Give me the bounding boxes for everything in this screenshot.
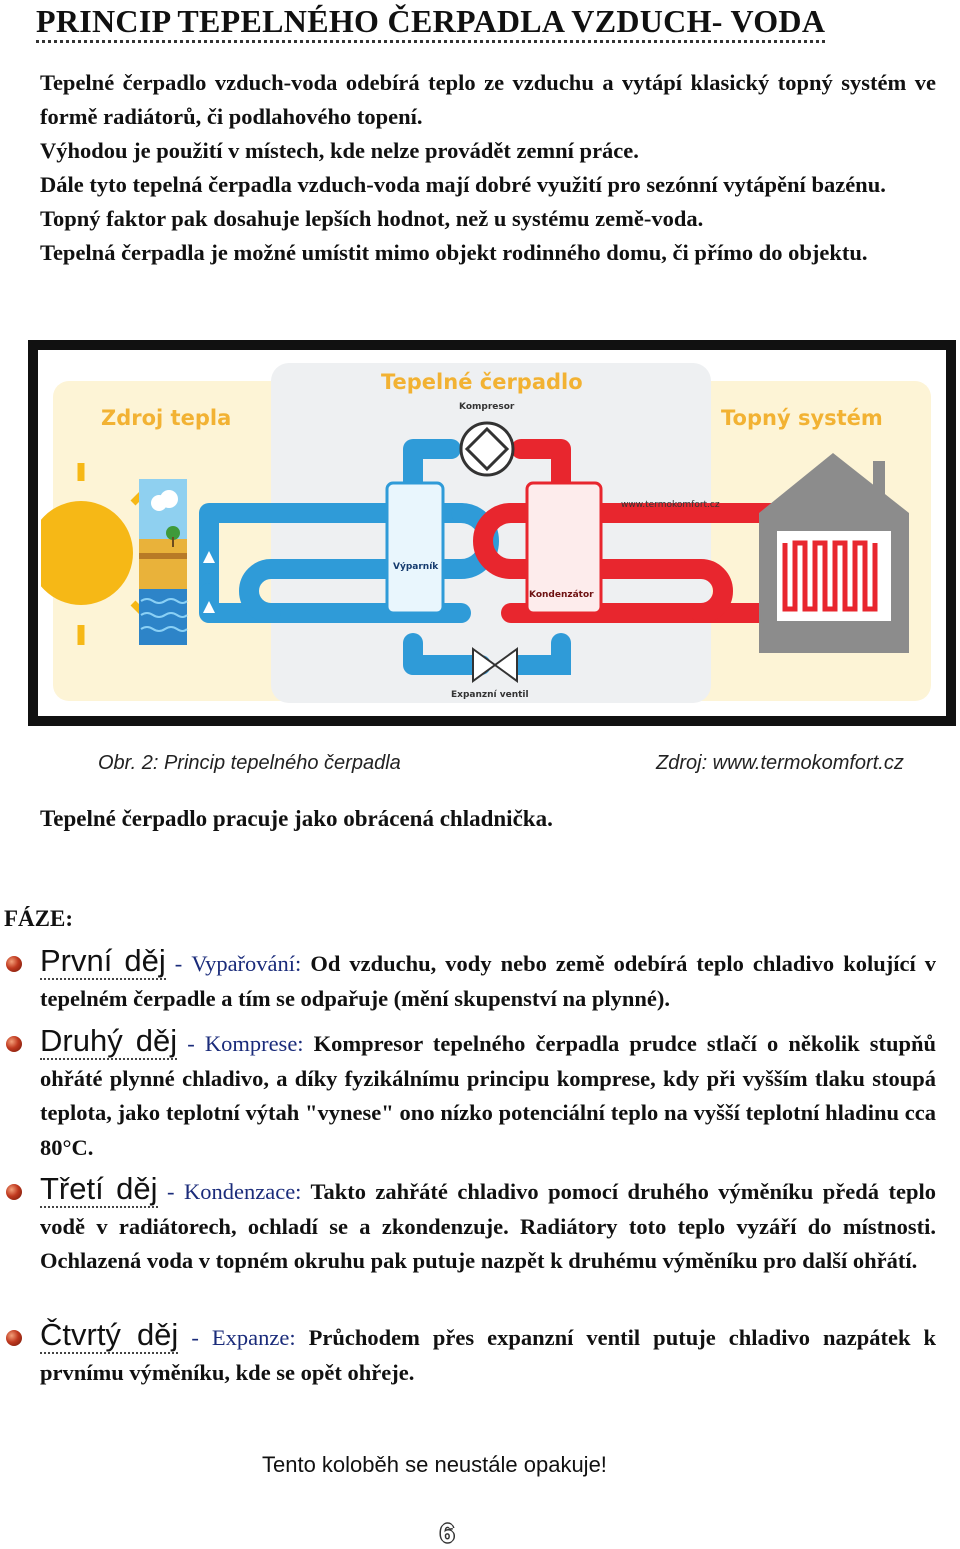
bullet-icon: [6, 956, 22, 972]
phase-text: Průchodem přes expanzní ventil putuje chladivo nazpátek k prvnímu výměníku, kde se opět ohřeje.: [40, 1325, 937, 1385]
compressor-icon: [461, 423, 513, 475]
intro-paragraph: Výhodou je použití v místech, kde nelze provádět zemní práce.: [40, 138, 639, 163]
phase-name: První děj: [40, 943, 166, 978]
heat-pump-label: Tepelné čerpadlo: [381, 370, 583, 394]
phase-item: [40, 944, 936, 1016]
phase-name: Čtvrtý děj: [40, 1317, 179, 1352]
phase-name: Druhý děj: [40, 1023, 178, 1058]
phase-item: [40, 1172, 936, 1279]
phase-dash: -: [167, 1179, 175, 1204]
intro-paragraph: Dále tyto tepelná čerpadla vzduch-voda mají dobré využití pro sezónní vytápění bazénu.: [40, 172, 886, 197]
intro-paragraph: Tepelné čerpadlo vzduch-voda odebírá teplo ze vzduchu a vytápí klasický topný systém ve formě radiátorů, či podlahového topení.: [40, 70, 936, 129]
condenser-label: Kondenzátor: [529, 590, 594, 600]
phases-heading: FÁZE:: [4, 906, 73, 931]
page-title: PRINCIP TEPELNÉHO ČERPADLA VZDUCH- VODA: [36, 2, 825, 43]
figure-caption: Obr. 2: Princip tepelného čerpadla: [98, 752, 401, 774]
bullet-icon: [6, 1036, 22, 1052]
evaporator-label: Výparník: [393, 562, 439, 572]
closing-note: Tento koloběh se neustále opakuje!: [262, 1452, 607, 1477]
phase-text: Kompresor tepelného čerpadla prudce stlačí o několik stupňů ohřáté plynné chladivo, a díky fyzikálnímu principu komprese, kdy při vyšším tlaku stoupá teplota, jako teplotní výtah "vynese" ono nízko potenciální teplo na vyšší teplotní hladinu cca 80°C.: [40, 1031, 936, 1160]
system-label: Topný systém: [721, 406, 883, 430]
phase-label: Komprese:: [204, 1031, 304, 1056]
intro-paragraph: Topný faktor pak dosahuje lepších hodnot, než u systému země-voda.: [40, 206, 704, 231]
watermark: www.termokomfort.cz: [621, 500, 720, 510]
page-number: 6: [440, 1518, 455, 1548]
figure-frame: [28, 340, 956, 726]
source-label: Zdroj tepla: [101, 406, 232, 430]
figure-source: Zdroj: www.termokomfort.cz: [656, 752, 904, 774]
phase-item: [40, 1318, 936, 1390]
fridge-note: Tepelné čerpadlo pracuje jako obrácená chladnička.: [40, 806, 553, 831]
phase-label: Vypařování:: [191, 951, 302, 976]
bullet-icon: [6, 1330, 22, 1346]
heat-pump-diagram: [38, 350, 946, 716]
phase-name: Třetí děj: [40, 1171, 158, 1206]
phase-dash: -: [174, 951, 183, 976]
bullet-icon: [6, 1184, 22, 1200]
valve-label: Expanzní ventil: [451, 690, 529, 700]
phase-text: Takto zahřáté chladivo pomocí druhého výměníku předá teplo vodě v radiátorech, ochladí se a zkondenzuje. Radiátory toto teplo vyzáří do místnosti. Ochlazená voda v topném okruhu pak putuje nazpět k druhému výměníku pro další ohřátí.: [40, 1179, 936, 1273]
earth-tile: [139, 539, 187, 589]
intro-text: [40, 66, 936, 270]
evaporator: [387, 483, 443, 613]
phase-dash: -: [191, 1325, 199, 1350]
compressor-label: Kompresor: [459, 402, 515, 412]
phase-label: Kondenzace:: [184, 1179, 302, 1204]
intro-paragraph: Tepelná čerpadla je možné umístit mimo objekt rodinného domu, či přímo do objektu.: [40, 240, 868, 265]
phase-text: Od vzduchu, vody nebo země odebírá teplo chladivo kolující v tepelném čerpadle a tím se odpařuje (mění skupenství na plynné).: [40, 951, 937, 1011]
phase-item: [40, 1024, 936, 1165]
phase-label: Expanze:: [211, 1325, 296, 1350]
diagram-svg: [41, 353, 943, 713]
phase-dash: -: [187, 1031, 195, 1056]
